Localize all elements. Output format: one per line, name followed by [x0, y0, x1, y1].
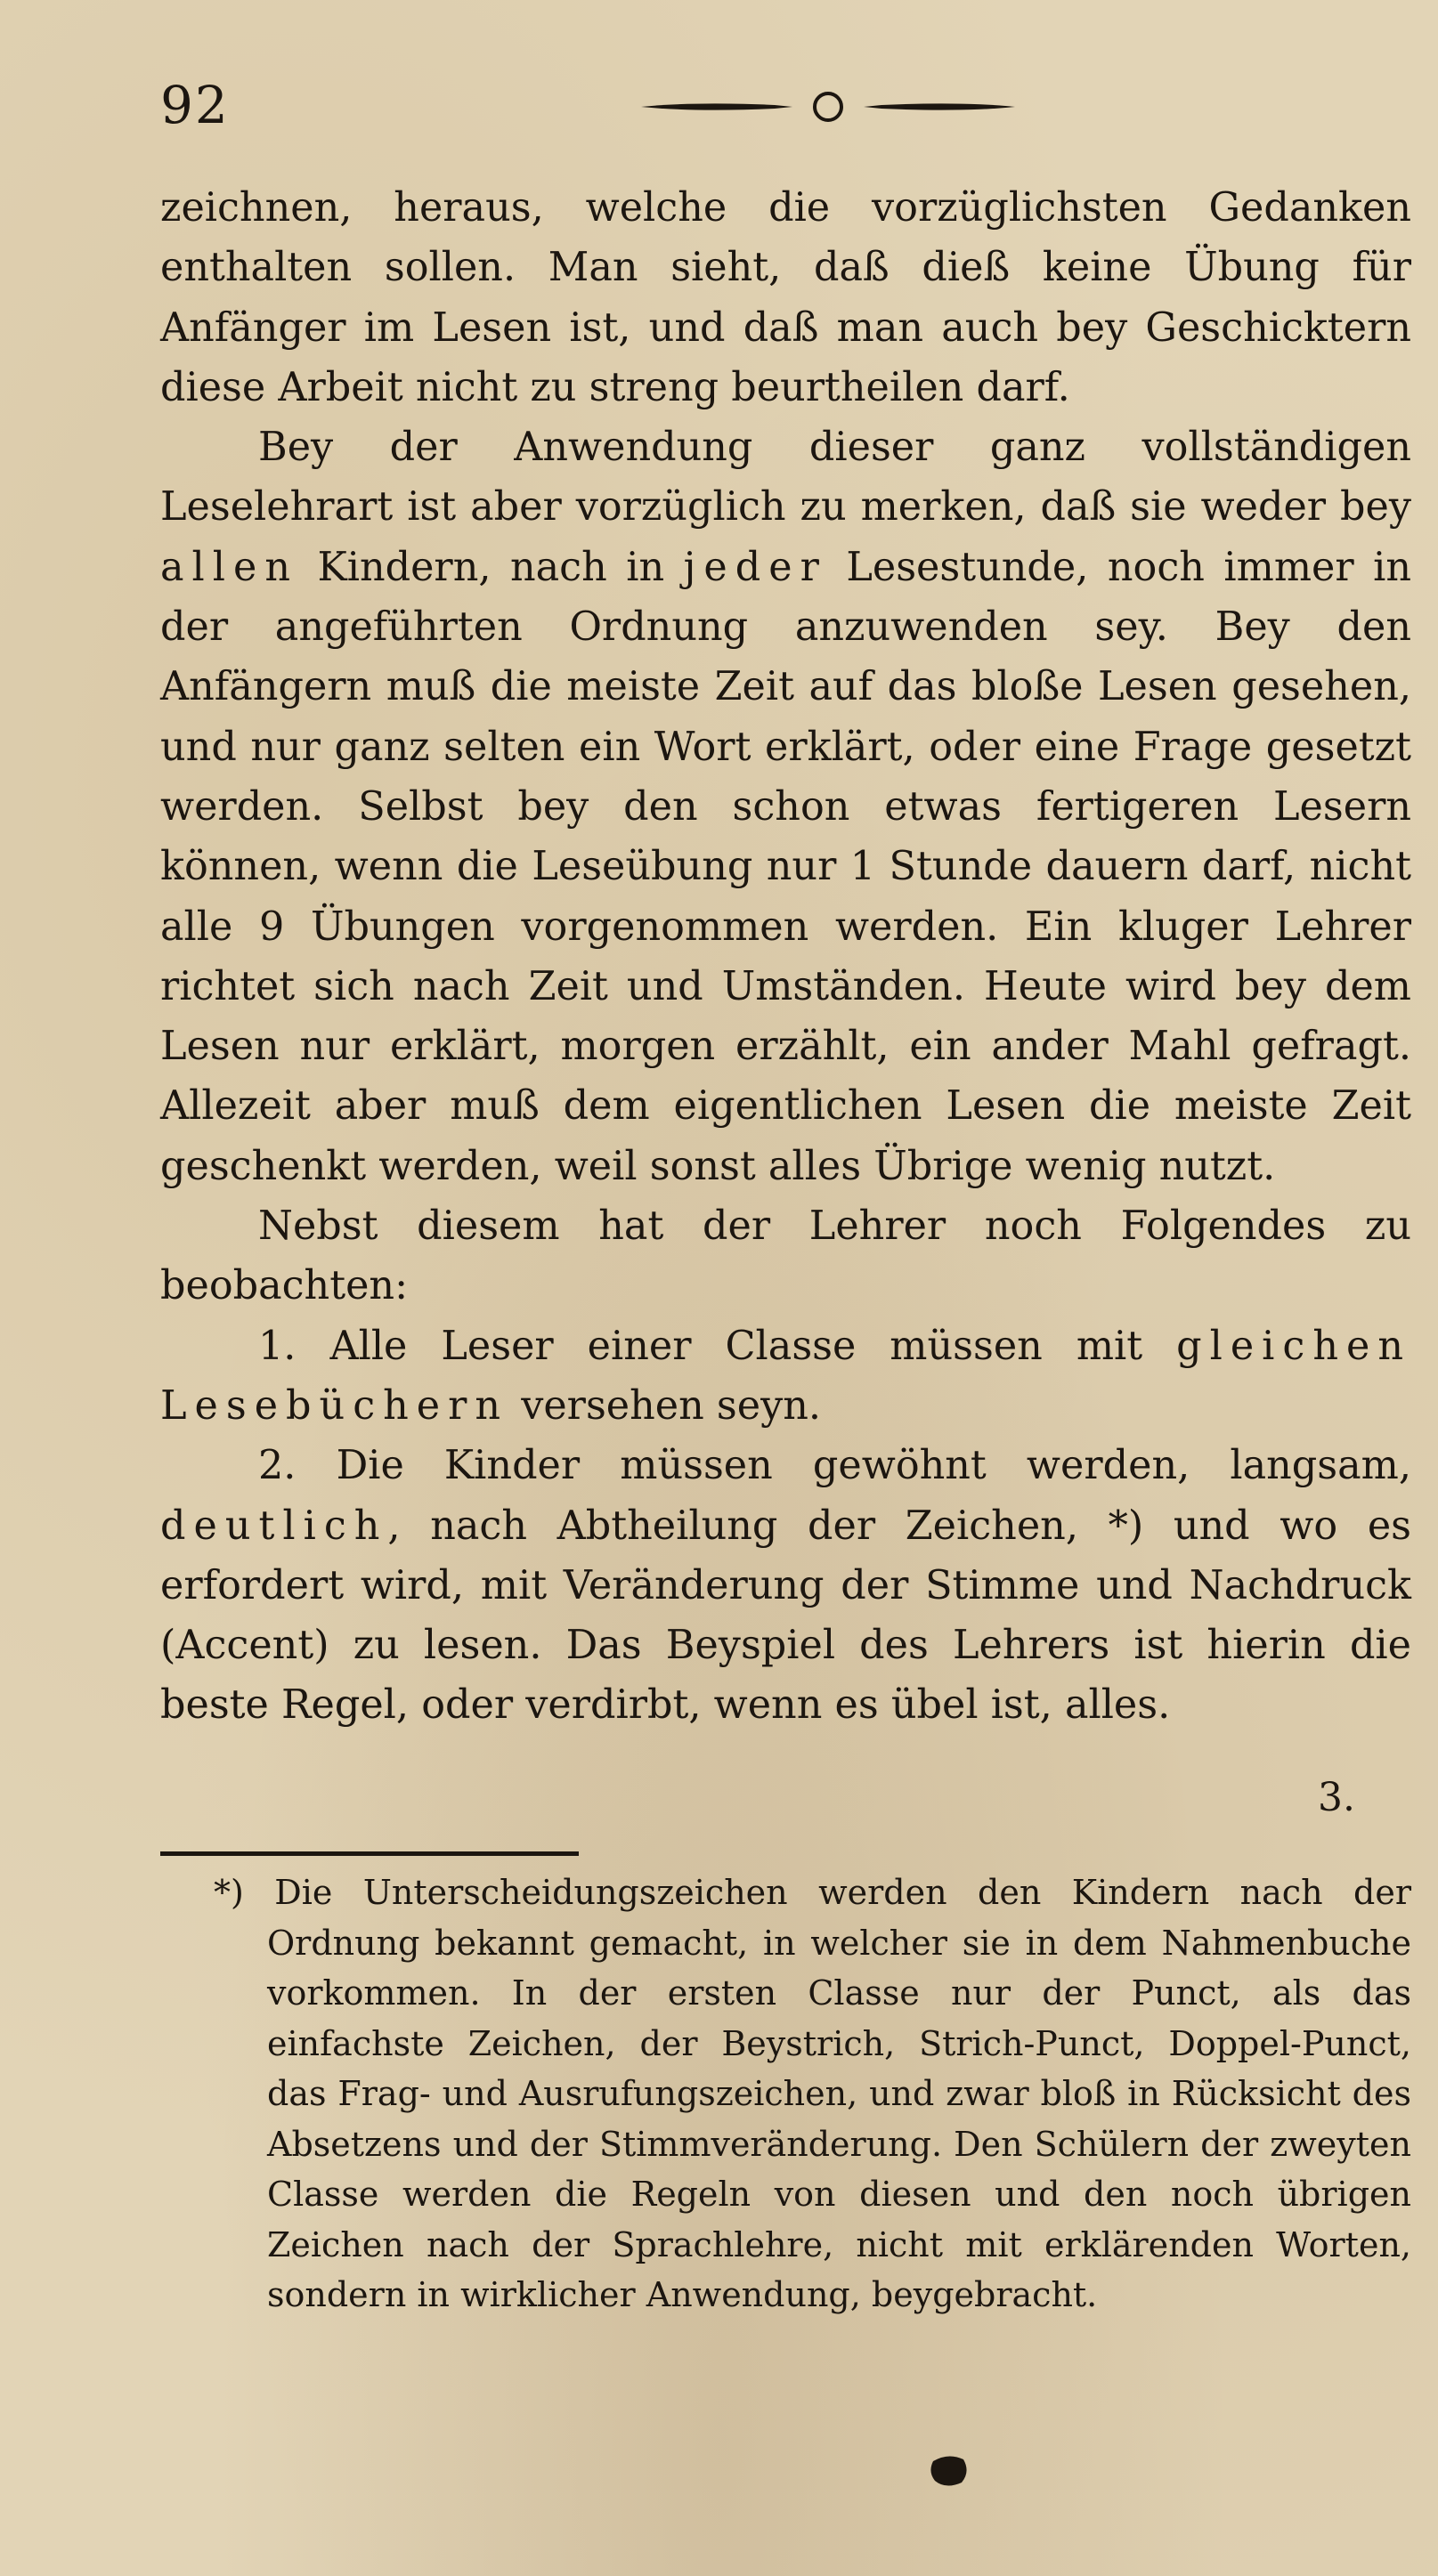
rule-2-part-a: 2. Die Kinder müssen gewöhnt werden, langsam,: [258, 1443, 1411, 1489]
emphasis-gleichen-lesebuechern: gleichen Lesebüchern: [160, 1323, 1411, 1429]
paragraph-1: zeichnen, heraus, welche die vorzüglichsten Gedanken enthalten sollen. Man sieht, daß dieß keine Übung für Anfänger im Lesen ist, und daß man auch bey Geschicktern diese Arbeit nicht zu streng beurtheilen darf.: [160, 185, 1411, 410]
page-header: [160, 69, 1407, 141]
rule-1: [160, 1316, 1411, 1437]
ink-blot-icon: [926, 2452, 971, 2488]
page-number: 92: [160, 75, 230, 135]
rule-1-part-a: 1. Alle Leser einer Classe müssen mit: [258, 1323, 1177, 1369]
rule-2: [160, 1436, 1411, 1735]
emphasis-jeder: jeder: [683, 544, 827, 590]
emphasis-allen: allen: [160, 544, 298, 590]
footnote: [214, 1867, 1411, 2321]
paragraph-2-part-a: Bey der Anwendung dieser ganz vollständigen Leselehrart ist aber vorzüglich zu merken, daß sie weder bey: [160, 425, 1411, 531]
footnote-divider: [160, 1851, 579, 1856]
paragraph-3: Nebst diesem hat der Lehrer noch Folgendes zu beobachten:: [160, 1203, 1411, 1309]
rule-2-part-b: , nach Abtheilung der Zeichen, *) und wo es erfordert wird, mit Veränderung der Stimme und Nachdruck (Accent) zu lesen. Das Beyspiel des Lehrers ist hierin die beste Regel, oder verdirbt, wenn es übel ist, alles.: [160, 1503, 1411, 1729]
catchword: 3.: [1318, 1775, 1355, 1820]
emphasis-deutlich: deutlich: [160, 1503, 388, 1549]
paragraph-2-part-c: Lesestunde, noch immer in der angeführten Ordnung anzuwenden sey. Bey den Anfängern muß die meiste Zeit auf das bloße Lesen gesehen, und nur ganz selten ein Wort erklärt, oder eine Frage gesetzt werden. Selbst bey den schon etwas fertigeren Lesern können, wenn die Leseübung nur 1 Stunde dauern darf, nicht alle 9 Übungen vorgenommen werden. Ein kluger Lehrer richtet sich nach Zeit und Umständen. Heute wird bey dem Lesen nur erklärt, morgen erzählt, ein ander Mahl gefragt. Allezeit aber muß dem eigentlichen Lesen die meiste Zeit geschenkt werden, weil sonst alles Übrige wenig nutzt.: [160, 544, 1411, 1189]
paragraph-2: [160, 417, 1411, 1196]
paragraph-2-part-b: Kindern, nach in: [298, 544, 684, 590]
footnote-text: *) Die Unterscheidungszeichen werden den Kindern nach der Ordnung bekannt gemacht, in welcher sie in dem Nahmenbuche vorkommen. In der ersten Classe nur der Punct, als das einfachste Zeichen, der Beystrich, Strich-Punct, Doppel-Punct, das Frag- und Ausrufungszeichen, und zwar bloß in Rücksicht des Absetzens und der Stimmveränderung. Den Schülern der zweyten Classe werden die Regeln von diesen und den noch übrigen Zeichen nach der Sprachlehre, nicht mit erklärenden Worten, sondern in wirklicher Anwendung, beygebracht.: [214, 1873, 1411, 2314]
main-text: [160, 178, 1411, 1736]
dash-circle-dash-ornament-icon: [641, 89, 1015, 125]
rule-1-part-b: versehen seyn.: [508, 1382, 822, 1429]
